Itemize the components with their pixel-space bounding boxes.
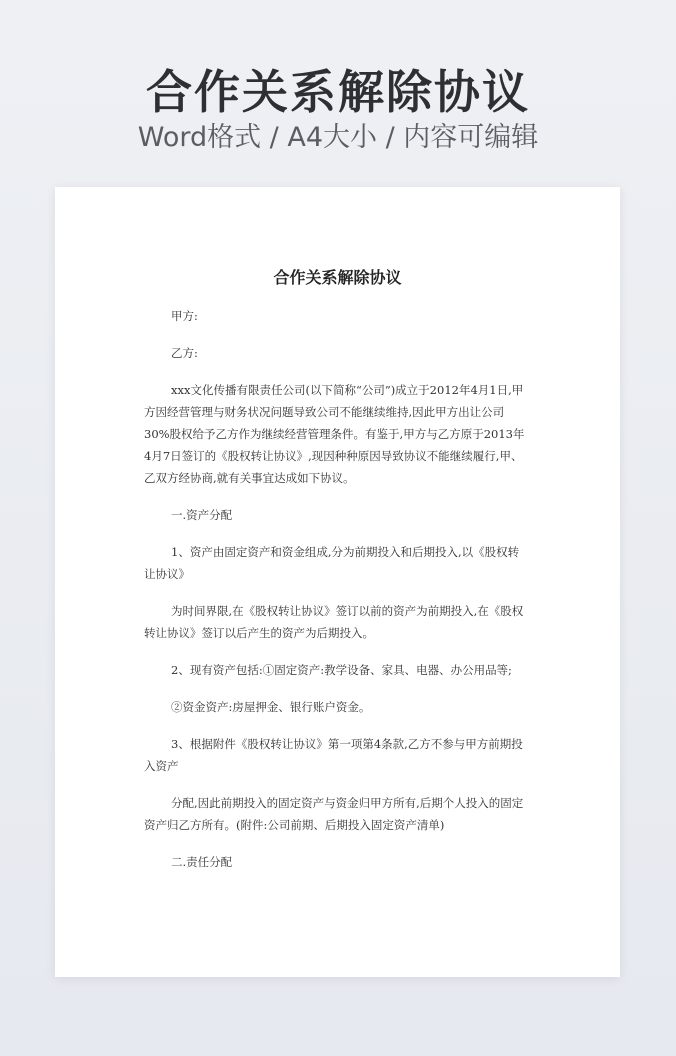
party-a-line: 甲方: [171, 309, 198, 323]
clause-3: 3、根据附件《股权转让协议》第一项第4条款,乙方不参与甲方前期投入资产 [144, 737, 523, 773]
document-page [55, 187, 620, 977]
section-heading-assets: 一.资产分配 [171, 508, 233, 522]
preamble-paragraph: xxx文化传播有限责任公司(以下简称“公司”)成立于2012年4月1日,甲方因经营管理与财务状况问题导致公司不能继续维持,因此甲方出让公司30%股权给予乙方作为继续经营管理条件。有鉴于,甲方与乙方原于2013年4月7日签订的《股权转让协议》,现因种种原因导致协议不能继续履行,甲、乙双方经协商,就有关事宜达成如下协议。 [144, 383, 525, 485]
clause-2-continued: ②资金资产:房屋押金、银行账户资金。 [171, 700, 371, 714]
clause-1: 1、资产由固定资产和资金组成,分为前期投入和后期投入,以《股权转让协议》 [144, 545, 520, 581]
banner-subtitle: Word格式 / A4大小 / 内容可编辑 [137, 122, 539, 153]
document-title: 合作关系解除协议 [273, 268, 402, 287]
party-b-line: 乙方: [171, 346, 198, 360]
document-body [144, 305, 528, 888]
banner-title: 合作关系解除协议 [146, 65, 530, 119]
clause-2: 2、现有资产包括:①固定资产:教学设备、家具、电器、办公用品等; [171, 663, 512, 677]
section-heading-liability: 二.责任分配 [171, 855, 233, 869]
clause-1-continued: 为时间界限,在《股权转让协议》签订以前的资产为前期投入,在《股权转让协议》签订以后产生的资产为后期投入。 [144, 604, 524, 640]
clause-3-continued: 分配,因此前期投入的固定资产与资金归甲方所有,后期个人投入的固定资产归乙方所有。(附件:公司前期、后期投入固定资产清单) [144, 796, 524, 832]
